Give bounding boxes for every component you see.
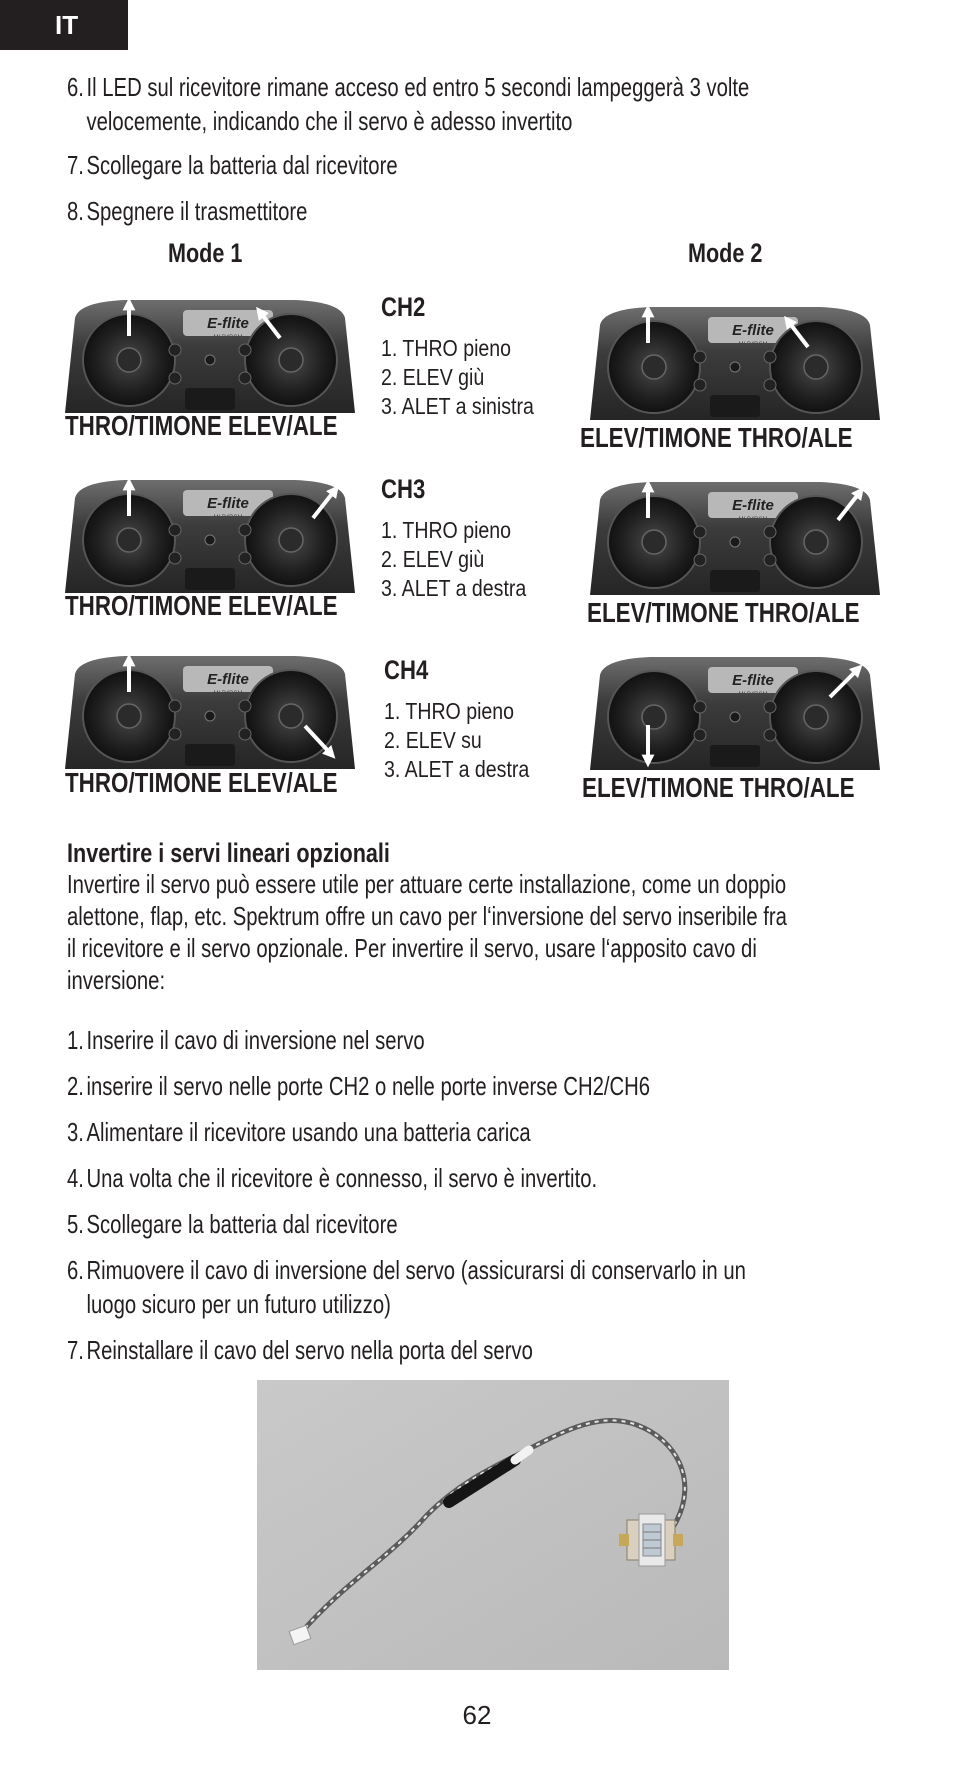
brand-logo: E-flite: [732, 672, 774, 689]
channel-step: 1. THRO pieno: [384, 698, 515, 724]
channel-step: 3. ALET a destra: [381, 575, 527, 601]
step-number: 5.: [67, 1209, 84, 1239]
channel-title: CH2: [381, 292, 426, 322]
language-tab: [0, 0, 128, 50]
transmitter-mode2-ch3: [590, 480, 880, 595]
brand-logo: E-flite: [732, 497, 774, 514]
transmitter-mode1-ch2: [65, 298, 355, 413]
step-bottom-2: [67, 1069, 650, 1103]
step-bottom-3: [67, 1115, 531, 1149]
step-number: 6.: [67, 1255, 84, 1285]
step-bottom-5: [67, 1207, 398, 1241]
step-bottom-7: [67, 1333, 533, 1367]
transmitter-label: THRO/TIMONE ELEV/ALE: [65, 410, 338, 441]
step-bottom-4: [67, 1161, 597, 1195]
model-label: MLP4DSM: [738, 692, 768, 698]
step-number: 7.: [67, 150, 84, 180]
model-label: MLP4DSM: [213, 335, 243, 341]
step-number: 3.: [67, 1117, 84, 1147]
channel-steps: [381, 334, 534, 421]
step-number: 7.: [67, 1335, 84, 1365]
step-text-cont: luogo sicuro per un futuro utilizzo): [86, 1289, 391, 1319]
channel-step: 2. ELEV giù: [381, 364, 485, 390]
step-number: 8.: [67, 196, 84, 226]
paragraph-line: alettone, flap, etc. Spektrum offre un cavo per l‘inversione del servo inseribile fra: [67, 901, 787, 931]
channel-steps: [384, 697, 529, 784]
paragraph-line: inversione:: [67, 965, 166, 995]
transmitter-label: ELEV/TIMONE THRO/ALE: [580, 422, 853, 453]
step-text: Scollegare la batteria dal ricevitore: [86, 1209, 398, 1239]
transmitter-label: THRO/TIMONE ELEV/ALE: [65, 590, 338, 621]
page-number: 62: [462, 1700, 492, 1730]
brand-logo: E-flite: [207, 495, 249, 512]
transmitter-label: THRO/TIMONE ELEV/ALE: [65, 767, 338, 798]
step-text: Una volta che il ricevitore è connesso, il servo è invertito.: [86, 1163, 598, 1193]
channel-step: 3. ALET a destra: [384, 756, 530, 782]
channel-step: 3. ALET a sinistra: [381, 393, 534, 419]
step-bottom-6: [67, 1253, 746, 1321]
section-title: Invertire i servi lineari opzionali: [67, 838, 390, 868]
model-label: MLP4DSM: [738, 517, 768, 523]
step-top-7: [67, 148, 398, 182]
step-number: 6.: [67, 72, 84, 102]
step-top-8: [67, 194, 307, 228]
transmitter-mode1-ch4: [65, 654, 355, 769]
language-code: IT: [55, 9, 79, 40]
step-text: Spegnere il trasmettitore: [86, 196, 308, 226]
channel-step: 1. THRO pieno: [381, 517, 512, 543]
step-text: Inserire il cavo di inversione nel servo: [86, 1025, 425, 1055]
step-text: Rimuovere il cavo di inversione del servo (assicurarsi di conservarlo in un: [86, 1255, 746, 1285]
transmitter-mode2-ch2: [590, 305, 880, 420]
mode-2-heading: Mode 2: [688, 238, 763, 268]
step-top-6: [67, 70, 749, 138]
paragraph-line: Invertire il servo può essere utile per attuare certe installazione, come un doppio: [67, 869, 787, 899]
model-label: MLP4DSM: [738, 342, 768, 348]
transmitter-mode2-ch4: [590, 655, 880, 770]
channel-steps: [381, 516, 526, 603]
channel-title: CH3: [381, 474, 426, 504]
step-text: inserire il servo nelle porte CH2 o nelle porte inverse CH2/CH6: [86, 1071, 651, 1101]
step-text: Il LED sul ricevitore rimane acceso ed entro 5 secondi lampeggerà 3 volte: [86, 72, 750, 102]
model-label: MLP4DSM: [213, 515, 243, 521]
channel-step: 1. THRO pieno: [381, 335, 512, 361]
step-text: Scollegare la batteria dal ricevitore: [86, 150, 398, 180]
step-number: 1.: [67, 1025, 84, 1055]
step-text: Alimentare il ricevitore usando una batteria carica: [86, 1117, 531, 1147]
brand-logo: E-flite: [207, 315, 249, 332]
step-text-cont: velocemente, indicando che il servo è adesso invertito: [86, 106, 573, 136]
transmitter-label: ELEV/TIMONE THRO/ALE: [582, 772, 855, 803]
section-paragraph: [67, 868, 787, 996]
mode-1-heading: Mode 1: [168, 238, 243, 268]
step-number: 4.: [67, 1163, 84, 1193]
step-number: 2.: [67, 1071, 84, 1101]
channel-title: CH4: [384, 655, 429, 685]
transmitter-mode1-ch3: [65, 478, 355, 593]
channel-step: 2. ELEV su: [384, 727, 482, 753]
transmitter-label: ELEV/TIMONE THRO/ALE: [587, 597, 860, 628]
brand-logo: E-flite: [732, 322, 774, 339]
brand-logo: E-flite: [207, 671, 249, 688]
model-label: MLP4DSM: [213, 691, 243, 697]
servo-cable-photo: [257, 1380, 729, 1670]
step-text: Reinstallare il cavo del servo nella porta del servo: [86, 1335, 533, 1365]
channel-step: 2. ELEV giù: [381, 546, 485, 572]
paragraph-line: il ricevitore e il servo opzionale. Per invertire il servo, usare l‘apposito cavo di: [67, 933, 757, 963]
step-bottom-1: [67, 1023, 425, 1057]
